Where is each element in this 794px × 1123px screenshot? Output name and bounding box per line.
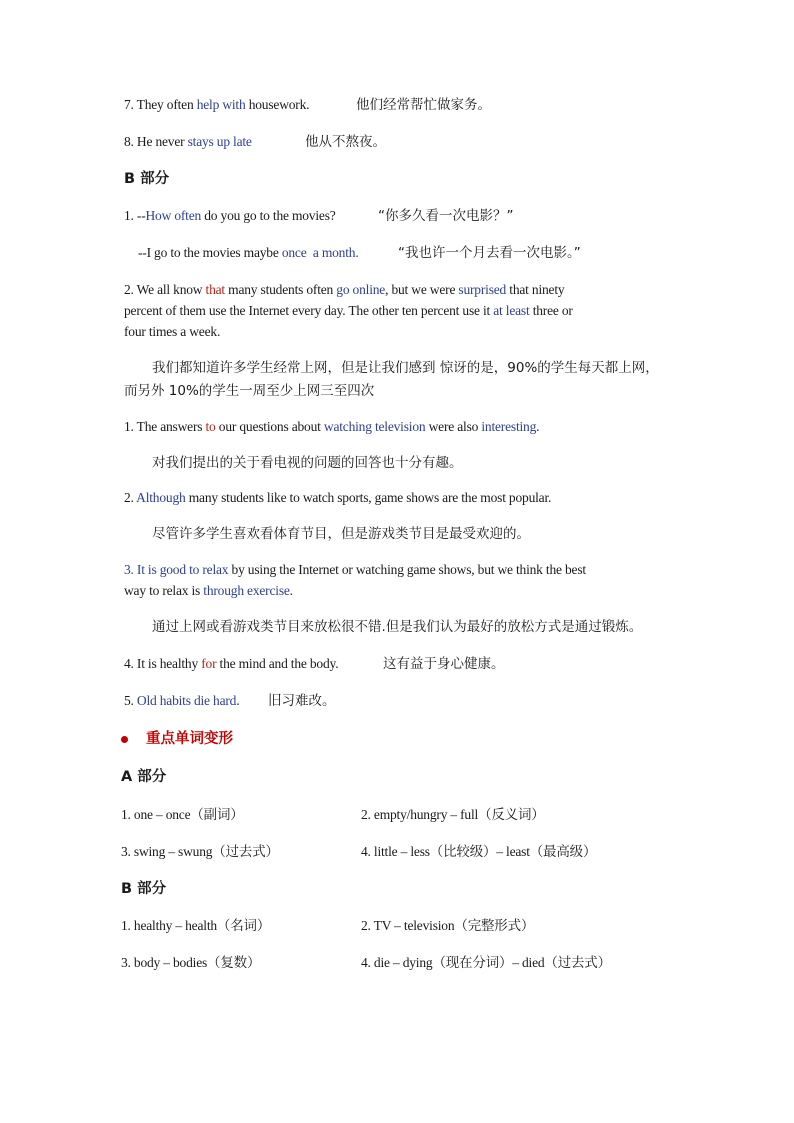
key-phrase: How often (145, 208, 202, 223)
key-phrase: Old habits die hard (136, 693, 237, 708)
key-word: interesting (481, 419, 537, 434)
key-phrase: a month. (312, 245, 359, 260)
b-sentence-1-answer: --I go to the movies maybe once a month. (138, 245, 359, 260)
key-phrase: help with (196, 97, 246, 112)
word-form-a-1: 1. one – once（副词） (121, 807, 244, 822)
key-phrase: stays up late (187, 134, 252, 149)
word-forms-b-title: B 部分 (121, 881, 167, 897)
word-forms-title: 重点单词变形 (146, 731, 233, 747)
b-sentence-2-translation-1: 我们都知道许多学生经常上网，但是让我们感到 惊讶的是，90%的学生每天都上网， (152, 360, 659, 376)
key-word: that (205, 282, 225, 297)
c-sentence-3-translation: 通过上网或看游戏类节目来放松很不错.但是我们认为最好的放松方式是通过锻炼。 (152, 619, 643, 635)
word-form-a-3: 3. swing – swung（过去式） (121, 844, 279, 859)
sentence-number: 8. (124, 134, 134, 149)
sentence-number: 7. (124, 97, 134, 112)
word-form-b-1: 1. healthy – health（名词） (121, 918, 271, 933)
c-sentence-3-line-2: way to relax is through exercise. (124, 583, 293, 598)
sentence-8: 8. He never stays up late (124, 134, 252, 149)
key-word: for (201, 656, 217, 671)
c-sentence-5: 5. Old habits die hard. (124, 693, 240, 708)
word-form-b-2: 2. TV – television（完整形式） (361, 918, 535, 933)
key-phrase: go online (336, 282, 386, 297)
c-sentence-1-translation: 对我们提出的关于看电视的问题的回答也十分有趣。 (152, 455, 463, 471)
word-form-b-3: 3. body – bodies（复数） (121, 955, 261, 970)
b-sentence-1-question: 1. --How often do you go to the movies? (124, 208, 336, 223)
key-phrase: through exercise (203, 583, 290, 598)
word-forms-a-title: A 部分 (121, 769, 167, 785)
sentence-7: 7. They often help with housework. (124, 97, 310, 112)
c-sentence-2-translation: 尽管许多学生喜欢看体育节目，但是游戏类节目是最受欢迎的。 (152, 526, 530, 542)
word-form-a-4: 4. little – less（比较级）– least（最高级） (361, 844, 597, 859)
key-phrase: watching television (323, 419, 426, 434)
b-sentence-1-answer-translation: “我也许一个月去看一次电影。” (398, 245, 581, 261)
key-word: Although (136, 490, 186, 505)
b-sentence-2-line-2: percent of them use the Internet every day. The other ten percent use it at least three or (124, 303, 573, 318)
sentence-8-translation: 他从不熬夜。 (305, 134, 386, 150)
word-form-a-2: 2. empty/hungry – full（反义词） (361, 807, 545, 822)
c-sentence-4: 4. It is healthy for the mind and the body. (124, 656, 339, 671)
b-sentence-2-translation-2: 而另外 10%的学生一周至少上网三至四次 (124, 383, 375, 399)
key-phrase: once (281, 245, 307, 260)
b-sentence-2-line-3: four times a week. (124, 324, 221, 339)
b-sentence-2-line-1: 2. We all know that many students often go online, but we were surprised that ninety (124, 282, 565, 297)
b-sentence-1-question-translation: “你多久看一次电影？” (378, 208, 514, 224)
c-sentence-2: 2. Although many students like to watch sports, game shows are the most popular. (124, 490, 552, 505)
word-form-b-4: 4. die – dying（现在分词）– died（过去式） (361, 955, 611, 970)
key-phrase: at least (493, 303, 530, 318)
c-sentence-3-line-1: 3. It is good to relax by using the Internet or watching game shows, but we think the best (124, 562, 586, 577)
c-sentence-1: 1. The answers to our questions about watching television were also interesting. (124, 419, 540, 434)
section-b-title: B 部分 (124, 171, 170, 187)
c-sentence-4-translation: 这有益于身心健康。 (383, 656, 505, 672)
c-sentence-5-translation: 旧习难改。 (268, 693, 336, 709)
key-word: to (205, 419, 216, 434)
key-phrase: to relax (189, 562, 229, 577)
key-word: surprised (458, 282, 507, 297)
bullet-icon (121, 736, 128, 743)
sentence-7-translation: 他们经常帮忙做家务。 (356, 97, 491, 113)
